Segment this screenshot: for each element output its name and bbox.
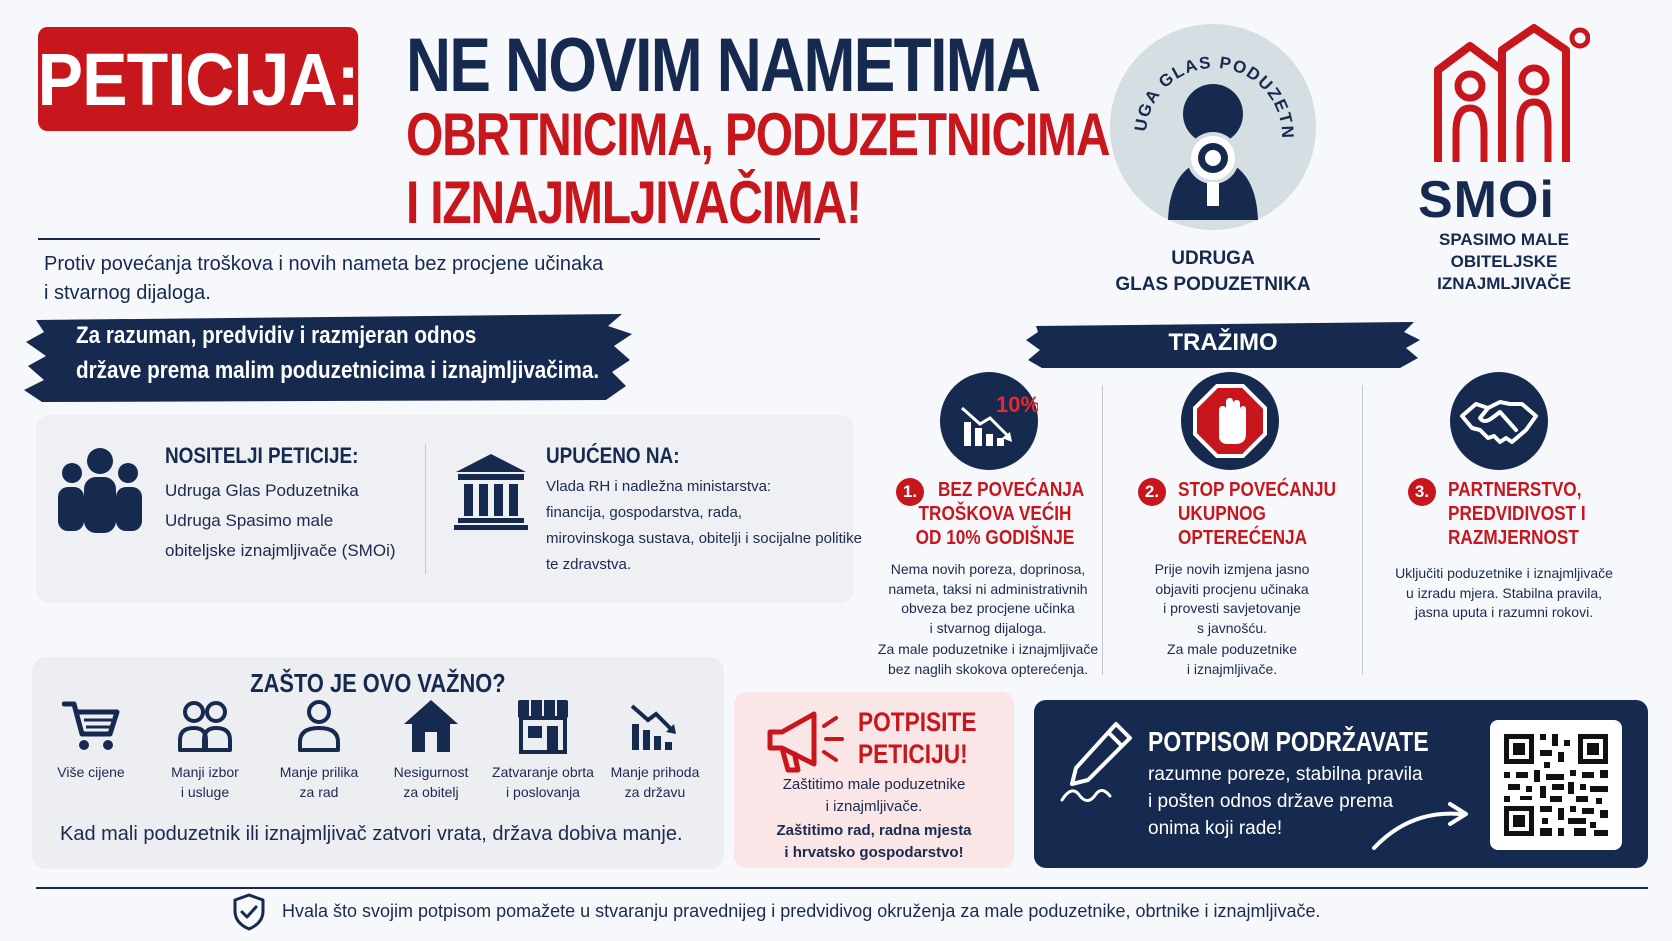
demand-body-line: Nema novih poreza, doprinosa, bbox=[890, 561, 1086, 577]
demand-body-line: Za male poduzetnike bbox=[1167, 641, 1297, 657]
demand-1-icon-circle bbox=[940, 372, 1038, 470]
sign-title-line: PETICIJU! bbox=[858, 739, 968, 769]
demand-body-line: nameta, taksi ni administrativnih bbox=[888, 580, 1088, 597]
smoi-tagline-line: SPASIMO MALE bbox=[1438, 230, 1570, 249]
sign-line: i iznajmljivače. bbox=[825, 798, 923, 815]
ugp-ring-text: UGA GLAS PODUZETN bbox=[1130, 52, 1298, 140]
ugp-logo bbox=[1110, 24, 1316, 230]
carriers-title: NOSITELJI PETICIJE: bbox=[165, 443, 359, 468]
header-divider bbox=[38, 238, 820, 240]
demand-title-line: BEZ POVEĆANJA bbox=[938, 479, 1085, 501]
intro-line: Protiv povećanja troškova i novih nameta bez procjene učinaka bbox=[44, 253, 604, 275]
headline-main: NE NOVIM NAMETIMA bbox=[406, 23, 1040, 108]
demand-3-title bbox=[1448, 478, 1586, 550]
pen-signature-icon bbox=[1058, 720, 1136, 804]
demand-divider bbox=[1362, 385, 1363, 675]
why-item-label: za obitelj bbox=[403, 784, 459, 800]
card-divider bbox=[425, 444, 426, 574]
smoi-wordmark: SMOi bbox=[1418, 171, 1555, 229]
demand-1-title-cont bbox=[913, 502, 1076, 550]
demand-title-line: UKUPNOG bbox=[1178, 503, 1266, 525]
banner-line: države prema malim poduzetnicima i iznajmljivačima. bbox=[76, 357, 600, 384]
demand-title-line: TROŠKOVA VEĆIH bbox=[918, 503, 1072, 525]
cost-decline-icon bbox=[940, 372, 1038, 470]
demand-body-line: i stvarnog dijaloga. bbox=[929, 619, 1047, 636]
why-item-label: Manje prilika bbox=[279, 764, 359, 780]
person-icon bbox=[290, 698, 348, 754]
demand-title-line: OD 10% GODIŠNJE bbox=[915, 527, 1075, 549]
sign-petition-title[interactable] bbox=[858, 706, 976, 770]
sign-title-line: POTPISITE bbox=[858, 707, 977, 737]
demands-title: TRAŽIMO bbox=[1168, 329, 1278, 356]
demand-title-line: RAZMJERNOST bbox=[1448, 527, 1579, 549]
qr-code-icon bbox=[1490, 720, 1622, 850]
addressed-line: mirovinskoga sustava, obitelji i socijalne politike bbox=[546, 530, 862, 547]
carrier-line: Udruga Glas Poduzetnika bbox=[165, 481, 359, 500]
demand-3-body bbox=[1372, 564, 1636, 623]
handshake-icon bbox=[1450, 372, 1548, 470]
why-item bbox=[150, 698, 260, 802]
demand-body-line: Prije novih izmjena jasno bbox=[1154, 561, 1310, 577]
demand-body-line: i provesti savjetovanje bbox=[1163, 600, 1301, 616]
headline-sub-1: OBRTNICIMA, PODUZETNICIMA bbox=[406, 101, 1110, 168]
demand-2-title bbox=[1178, 478, 1336, 550]
stop-hand-icon bbox=[1181, 372, 1279, 470]
declining-chart-icon bbox=[626, 698, 684, 754]
sign-line: i hrvatsko gospodarstvo! bbox=[784, 844, 964, 861]
demand-3-icon-circle bbox=[1450, 372, 1548, 470]
arrow-right-icon bbox=[1370, 800, 1474, 852]
why-item bbox=[264, 698, 374, 802]
why-item-label: za rad bbox=[299, 784, 339, 800]
why-item-label: Zatvaranje obrta bbox=[492, 764, 594, 780]
demand-body-line: obveza bez procjene učinka bbox=[901, 600, 1075, 616]
footer-divider bbox=[36, 887, 1648, 889]
intro-text bbox=[44, 250, 664, 308]
banner-line: Za razuman, predvidiv i razmjeran odnos bbox=[76, 322, 477, 349]
demand-1-number: 1. bbox=[896, 478, 924, 506]
support-line: onima koji rade! bbox=[1148, 818, 1283, 839]
demand-body-line: Uključiti poduzetnike i iznajmljivače bbox=[1395, 565, 1613, 581]
demand-1-body bbox=[866, 560, 1110, 679]
intro-line: i stvarnog dijaloga. bbox=[44, 282, 211, 304]
why-item-label: za državu bbox=[624, 784, 686, 800]
carrier-line: Udruga Spasimo male bbox=[165, 511, 334, 530]
why-item-label: i usluge bbox=[180, 784, 230, 800]
support-line: razumne poreze, stabilna pravila bbox=[1148, 764, 1423, 785]
ugp-label bbox=[1100, 246, 1326, 298]
footer-thanks-text: Hvala što svojim potpisom pomažete u stvaranju pravednijeg i predvidivog okruženja za male poduzetnike, obrtnike i iznajmljivače. bbox=[282, 901, 1321, 921]
addressed-line: financija, gospodarstva, rada, bbox=[546, 504, 742, 521]
demand-body-line: bez naglih skokova opterećenja. bbox=[887, 660, 1089, 677]
demand-title-line: STOP POVEĆANJU bbox=[1178, 479, 1337, 501]
why-item-label: Više cijene bbox=[57, 764, 125, 780]
demand-title-line: OPTEREĆENJA bbox=[1178, 527, 1308, 549]
demand-body-line: Za male poduzetnike i iznajmljivače bbox=[877, 641, 1099, 657]
demand-1-title bbox=[938, 478, 1084, 502]
addressed-line: te zdravstva. bbox=[546, 556, 632, 573]
carrier-line: obiteljske iznajmljivače (SMOi) bbox=[165, 541, 396, 560]
addressed-line: Vlada RH i nadležna ministarstva: bbox=[546, 478, 772, 495]
cart-icon bbox=[62, 698, 120, 754]
why-item bbox=[36, 698, 146, 782]
why-footer-text: Kad mali poduzetnik ili iznajmljivač zatvori vrata, država dobiva manje. bbox=[60, 823, 683, 845]
why-important-title: ZAŠTO JE OVO VAŽNO? bbox=[250, 668, 506, 698]
sign-line: Zaštitimo rad, radna mjesta bbox=[776, 822, 972, 839]
smoi-tagline bbox=[1410, 229, 1598, 295]
demand-body-line: i iznajmljivače. bbox=[1186, 660, 1278, 677]
smoi-tagline-line: IZNAJMLJIVAČE bbox=[1437, 274, 1571, 293]
demand-2-body bbox=[1110, 560, 1354, 679]
ugp-logo-graphic bbox=[1110, 24, 1316, 230]
why-item bbox=[600, 698, 710, 802]
why-item-label: i poslovanja bbox=[506, 784, 580, 800]
why-item bbox=[488, 698, 598, 802]
demand-body-line: jasna uputa i razumni rokovi. bbox=[1414, 604, 1594, 620]
support-title: POTPISOM PODRŽAVATE bbox=[1148, 726, 1429, 757]
sign-line: Zaštitimo male poduzetnike bbox=[782, 776, 966, 793]
why-item-label: Manji izbor bbox=[171, 764, 239, 780]
people-icon bbox=[176, 698, 234, 754]
megaphone-icon bbox=[762, 708, 846, 776]
petition-badge: PETICIJA: bbox=[38, 27, 358, 131]
addressed-title: UPUĆENO NA: bbox=[546, 443, 680, 468]
smoi-logo-icon bbox=[1430, 22, 1590, 164]
house-icon bbox=[402, 698, 460, 754]
brush-banner-text bbox=[76, 318, 600, 388]
why-item-label: Manje prihoda bbox=[610, 764, 700, 780]
group-people-icon bbox=[56, 447, 144, 535]
demand-title-line: PREDVIDIVOST I bbox=[1448, 503, 1586, 525]
ugp-label-line: UDRUGA bbox=[1171, 248, 1255, 269]
smoi-tagline-line: OBITELJSKE bbox=[1450, 252, 1558, 271]
demand-body-line: objaviti procjenu učinaka bbox=[1155, 580, 1309, 597]
shield-check-icon bbox=[232, 893, 266, 931]
support-line: i pošten odnos države prema bbox=[1148, 791, 1394, 812]
demand-body-line: s javnošću. bbox=[1196, 619, 1268, 636]
shop-icon bbox=[514, 698, 572, 754]
demand-body-line: u izradu mjera. Stabilna pravila, bbox=[1405, 584, 1603, 601]
demand-2-number: 2. bbox=[1138, 478, 1166, 506]
why-item bbox=[376, 698, 486, 802]
government-building-icon bbox=[454, 452, 528, 530]
demand-2-icon-circle bbox=[1181, 372, 1279, 470]
demand-1-icon-text: 10% bbox=[996, 392, 1038, 417]
demand-3-number: 3. bbox=[1408, 478, 1436, 506]
demand-title-line: PARTNERSTVO, bbox=[1448, 479, 1582, 501]
ugp-label-line: GLAS PODUZETNIKA bbox=[1115, 274, 1311, 295]
why-item-label: Nesigurnost bbox=[393, 764, 469, 780]
qr-code[interactable] bbox=[1490, 720, 1622, 850]
headline-sub-2: I IZNAJMLJIVAČIMA! bbox=[406, 169, 861, 236]
